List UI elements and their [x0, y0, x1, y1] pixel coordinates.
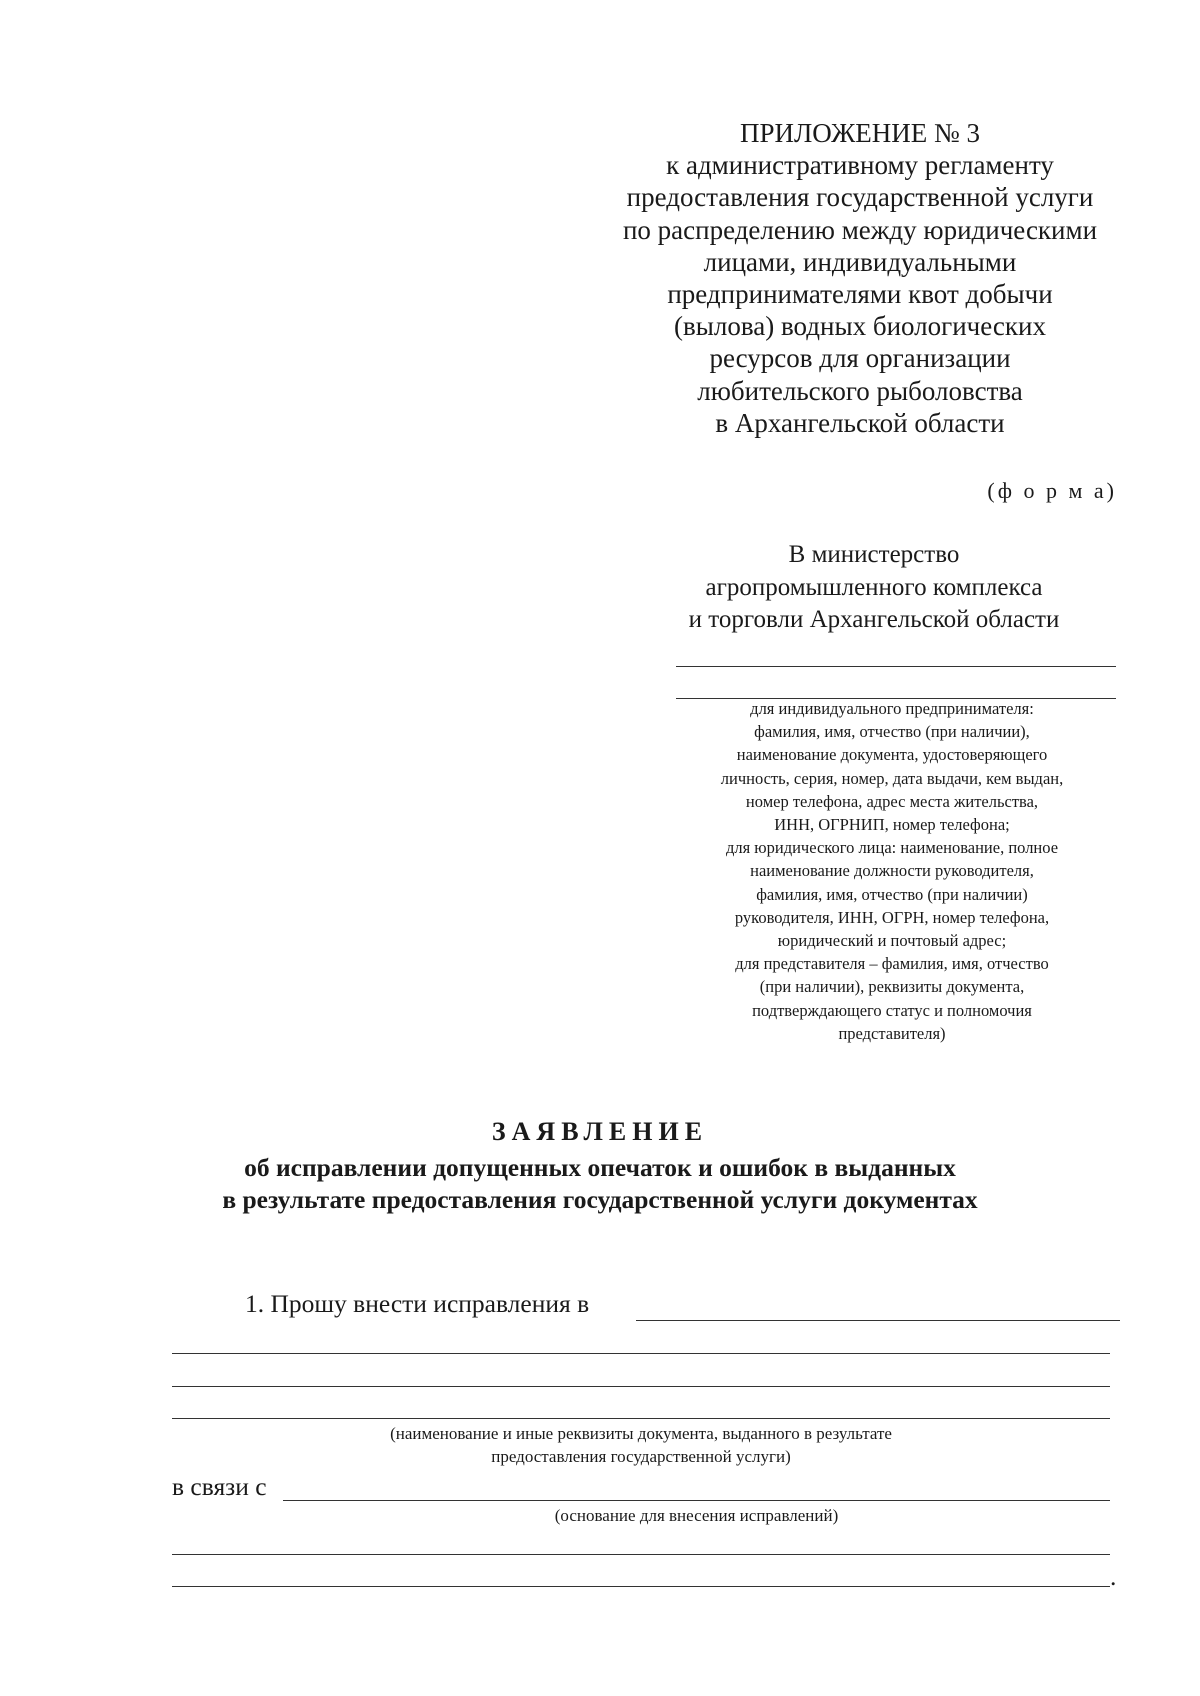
appendix-line: в Архангельской области	[715, 407, 1005, 438]
reason-field-line[interactable]	[283, 1500, 1110, 1501]
appendix-heading	[610, 117, 1110, 439]
reason-field-line-2[interactable]	[172, 1554, 1110, 1555]
note-line: юридический и почтовый адрес;	[777, 931, 1007, 951]
statement-subtitle	[0, 1152, 1200, 1216]
note-line: для индивидуального предпринимателя:	[750, 699, 1034, 718]
addressee-line: В министерство	[788, 541, 960, 568]
appendix-line: предоставления государственной услуги	[626, 182, 1094, 213]
appendix-line: лицами, индивидуальными	[703, 246, 1017, 277]
form-label: (ф о р м а)	[987, 478, 1117, 503]
note-line: ИНН, ОГРНИП, номер телефона;	[774, 815, 1010, 835]
appendix-line: по распределению между юридическими	[622, 214, 1098, 245]
appendix-line: к административному регламенту	[666, 150, 1054, 181]
applicant-field-line-1[interactable]	[676, 666, 1116, 667]
document-field-line-2[interactable]	[172, 1353, 1110, 1354]
note-line: личность, серия, номер, дата выдачи, кем выдан,	[720, 768, 1064, 788]
addressee-line: и торговли Архангельской области	[688, 606, 1060, 633]
subtitle-line: в результате предоставления государственной услуги документах	[222, 1185, 978, 1214]
reason-label: в связи с	[172, 1472, 267, 1501]
document-field-line-3[interactable]	[172, 1386, 1110, 1387]
note-line: фамилия, имя, отчество (при наличии),	[754, 722, 1030, 742]
document-field-line-4[interactable]	[172, 1418, 1110, 1419]
item1-label: 1. Прошу внести исправления в	[245, 1289, 590, 1318]
appendix-line: (вылова) водных биологических	[674, 311, 1046, 342]
reason-field-line-3[interactable]	[172, 1586, 1110, 1587]
note-line: наименование должности руководителя,	[750, 861, 1034, 881]
note-line: представителя)	[838, 1023, 946, 1043]
document-caption	[172, 1422, 1110, 1468]
document-field-line-1[interactable]	[636, 1320, 1120, 1321]
note-line: руководителя, ИНН, ОГРН, номер телефона,	[734, 907, 1050, 927]
caption-line: предоставления государственной услуги)	[491, 1447, 791, 1466]
caption-line: (наименование и иные реквизиты документа, выданного в результате	[390, 1424, 892, 1443]
reason-caption: (основание для внесения исправлений)	[554, 1506, 839, 1525]
addressee-block	[630, 539, 1118, 637]
note-line: (при наличии), реквизиты документа,	[759, 977, 1025, 997]
appendix-line: ПРИЛОЖЕНИЕ № 3	[739, 118, 981, 148]
applicant-note	[672, 697, 1112, 1045]
subtitle-line: об исправлении допущенных опечаток и ошибок в выданных	[244, 1153, 956, 1182]
note-line: наименование документа, удостоверяющего	[736, 745, 1048, 765]
note-line: для представителя – фамилия, имя, отчество	[735, 954, 1049, 974]
note-line: подтверждающего статус и полномочия	[752, 1000, 1032, 1020]
appendix-line: ресурсов для организации	[709, 343, 1011, 374]
appendix-line: любительского рыболовства	[697, 375, 1023, 406]
note-line: номер телефона, адрес места жительства,	[745, 791, 1039, 811]
note-line: фамилия, имя, отчество (при наличии)	[756, 884, 1028, 904]
end-period: .	[1110, 1562, 1117, 1591]
statement-title: ЗАЯВЛЕНИЕ	[491, 1117, 709, 1146]
appendix-line: предпринимателями квот добычи	[667, 279, 1053, 310]
note-line: для юридического лица: наименование, полное	[725, 838, 1059, 858]
addressee-line: агропромышленного комплекса	[705, 573, 1043, 601]
